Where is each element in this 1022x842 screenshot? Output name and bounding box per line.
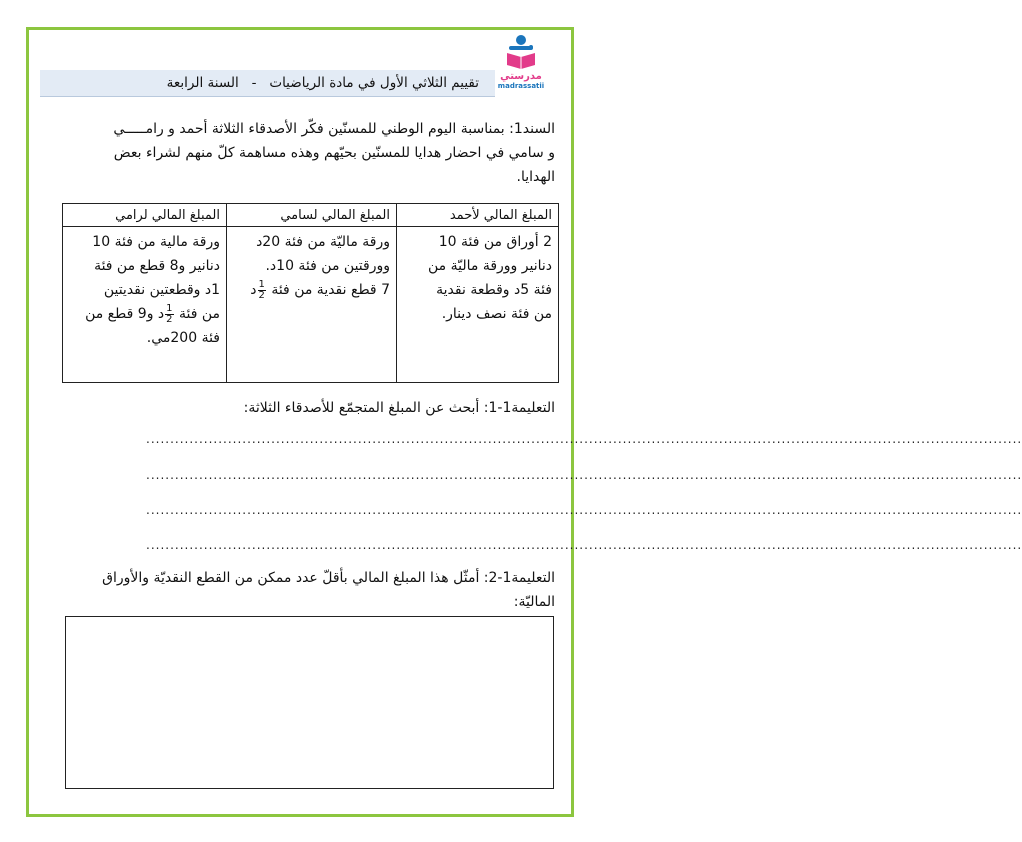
context-line-3: الهدايا. [516, 169, 555, 185]
header-rami: المبلغ المالي لرامي [63, 204, 227, 227]
sami-line: ورقة ماليّة من فئة 20د [256, 234, 390, 250]
fraction-half: $\frac{1}{2}$ [258, 278, 265, 301]
ahmed-line: 2 أوراق من فئة 10 [438, 234, 552, 250]
table-row [63, 227, 559, 383]
table-header-row [63, 204, 559, 227]
task2-line: التعليمة1-2: أمثّل هذا المبلغ المالي بأقلّ عدد ممكن من القطع النقديّة والأوراق [102, 570, 555, 586]
cell-ahmed [397, 227, 559, 383]
cell-rami [63, 227, 227, 383]
logo-latin-text: madrassatii [497, 82, 545, 90]
logo-arabic-text: مدرستي [500, 71, 542, 82]
task2-instruction [40, 566, 555, 614]
answer-box[interactable] [65, 616, 554, 789]
answer-line[interactable]: ...................................................................................................................................................................................... [146, 503, 1022, 517]
context-line-1: السند1: بمناسبة اليوم الوطني للمسنّين فكّر الأصدقاء الثلاثة أحمد و رامـــــي [113, 121, 555, 137]
sami-line: 7 قطع نقدية من فئة $\frac{1}{2}$ د [250, 278, 390, 301]
ahmed-line: فئة 5د وقطعة نقدية [436, 282, 552, 298]
header-sami: المبلغ المالي لسامي [227, 204, 397, 227]
task2-line: الماليّة: [513, 594, 555, 610]
answer-line[interactable]: ...................................................................................................................................................................................... [146, 468, 1022, 482]
rami-line: دنانير و8 قطع من فئة [94, 258, 220, 274]
context-paragraph [40, 117, 555, 189]
task1-instruction: التعليمة1-1: أبحث عن المبلغ المتجمّع للأصدقاء الثلاثة: [243, 400, 555, 416]
header-bar [40, 70, 495, 97]
header-level: السنة الرابعة [166, 75, 239, 91]
context-line-2: و سامي في احضار هدايا للمسنّين بحيّهم وهذه مساهمة كلّ منهم لشراء بعض [113, 145, 555, 161]
rami-line: 1د وقطعتين نقديتين [103, 282, 220, 298]
answer-line[interactable]: ...................................................................................................................................................................................... [146, 432, 1022, 446]
logo [492, 33, 550, 101]
ahmed-line: دنانير وورقة ماليّة من [428, 258, 552, 274]
contributions-table [62, 203, 559, 383]
rami-line: ورقة مالية من فئة 10 [92, 234, 220, 250]
header-ahmed: المبلغ المالي لأحمد [397, 204, 559, 227]
fraction-half: $\frac{1}{2}$ [166, 302, 173, 325]
logo-figure-icon [501, 33, 541, 71]
ahmed-line: من فئة نصف دينار. [441, 306, 552, 322]
header-separator: - [251, 75, 257, 91]
header-title: تقييم الثلاثي الأول في مادة الرياضيات [269, 75, 479, 91]
cell-sami [227, 227, 397, 383]
rami-line: فئة 200مي. [146, 330, 220, 346]
sami-line: وورقتين من فئة 10د. [265, 258, 390, 274]
answer-line[interactable]: ...................................................................................................................................................................................... [146, 538, 1022, 552]
rami-line: من فئة $\frac{1}{2}$ د و9 قطع من [85, 302, 220, 325]
